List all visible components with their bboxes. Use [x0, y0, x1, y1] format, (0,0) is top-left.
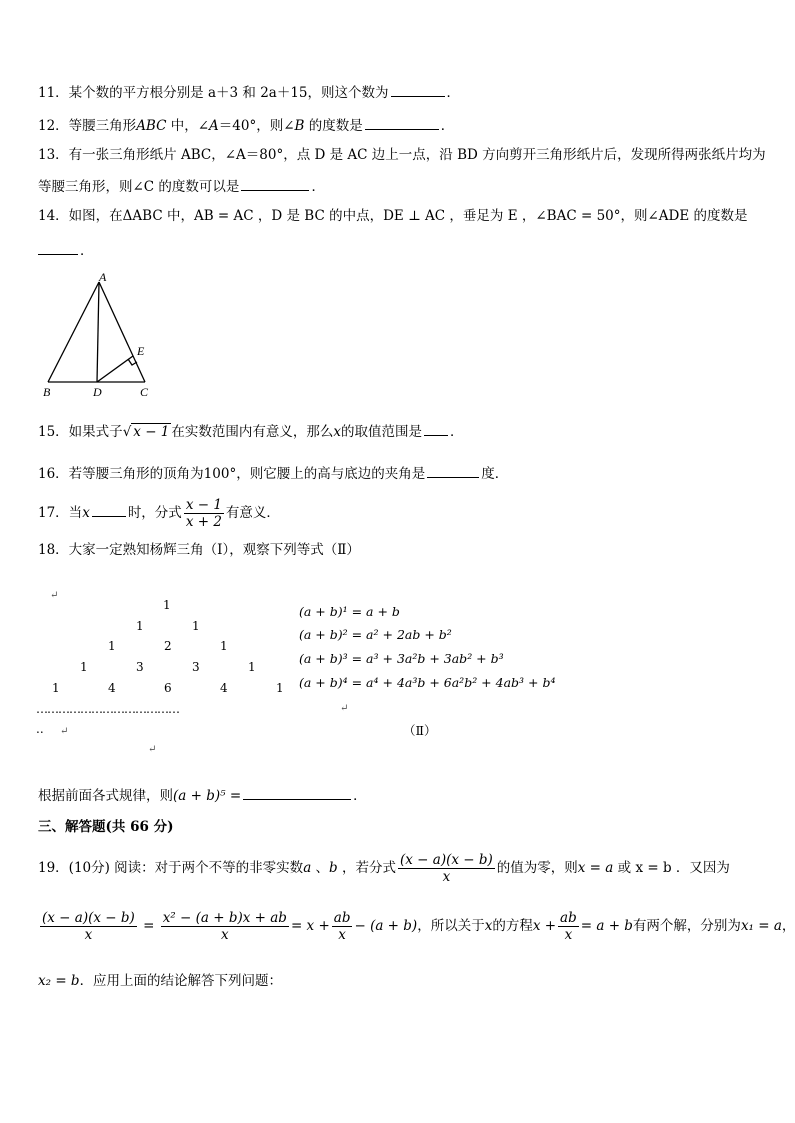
question-15: 15．如果式子√ x − 1 在实数范围内有意义，那么x的取值范围是 ． [38, 421, 464, 441]
segment-ab [48, 282, 99, 382]
triangle-number: 1 [52, 681, 60, 695]
question-19-line-3: x₂ = b．应用上面的结论解答下列问题： [38, 973, 283, 989]
triangle-number: 3 [192, 660, 200, 674]
triangle-number: 1 [248, 660, 256, 674]
fraction: $\frac{x - 1}{x + 2}$ [185, 497, 222, 530]
label-a: A [99, 270, 107, 284]
answer-blank[interactable] [92, 502, 126, 517]
question-19-line-1: 19．(10分) 阅读：对于两个不等的非零实数a 、b ，若分式 $\frac{(x - a)(x - b)}{x}$ 的值为零，则x = a 或 x = b ．又因为 [38, 852, 730, 885]
question-11: 11．某个数的平方根分别是 a＋3 和 2a＋15，则这个数为 ． [38, 82, 460, 102]
answer-blank[interactable] [424, 421, 448, 436]
question-18: 18．大家一定熟知杨辉三角（Ⅰ），观察下列等式（Ⅱ） [38, 542, 360, 558]
triangle-number: 1 [80, 660, 88, 674]
triangle-number: 6 [164, 681, 172, 695]
label-b: B [43, 385, 51, 399]
section-title: 三、解答题(共 66 分) [38, 819, 174, 835]
identity-3: (a + b)³ = a³ + 3a²b + 3ab² + b³ [299, 651, 504, 666]
question-13-line-1: 13．有一张三角形纸片 ABC，∠A＝80°，点 D 是 AC 边上一点，沿 BD 方向剪开三角形纸片后，发现所得两张纸片均为 [38, 147, 766, 163]
triangle-number: 1 [220, 639, 228, 653]
triangle-number: 1 [136, 619, 144, 633]
answer-blank[interactable] [243, 785, 351, 800]
identity-4: (a + b)⁴ = a⁴ + 4a³b + 6a²b² + 4ab³ + b⁴ [299, 675, 556, 690]
fraction: $\frac{\text{x² − (a + b)x + ab}}{x}$ [162, 910, 287, 943]
segment-ad [97, 282, 99, 382]
segment-ac [99, 282, 145, 382]
label-e: E [137, 344, 145, 358]
answer-blank[interactable] [365, 115, 439, 130]
answer-blank[interactable] [38, 240, 78, 255]
question-14-line-1: 14．如图，在ΔABC 中，AB = AC ，D 是 BC 的中点，DE ⊥ AC ，垂足为 E ，∠BAC = 50°，则∠ADE 的度数是 [38, 208, 748, 224]
triangle-number: 1 [192, 619, 200, 633]
answer-blank[interactable] [427, 463, 479, 478]
fraction: $\frac{ab}{x}$ [560, 910, 577, 943]
question-18-answer: 根据前面各式规律，则(a + b)⁵ = ． [38, 785, 367, 805]
triangle-number: 1 [108, 639, 116, 653]
sqrt-expression: √ x − 1 [122, 424, 170, 440]
label-ii: （Ⅱ） [403, 723, 437, 738]
triangle-figure [36, 272, 166, 402]
label-d: D [93, 385, 102, 399]
question-16: 16．若等腰三角形的顶角为100°，则它腰上的高与底边的夹角是 度． [38, 463, 508, 483]
triangle-number: 2 [164, 639, 172, 653]
question-17: 17．当x 时，分式 $\frac{x - 1}{x + 2}$ 有意义． [38, 497, 280, 530]
question-19-line-2: $\frac{(x - a)(x - b)}{x}$ = $\frac{\text{x² − (a + b)x + ab}}{x}$ = x + $\frac{ab}{x}$ − (a + b)，所以关于x的方程x + $\frac{ab}{x}$ = a + b有两个解，分别为x₁ = a， [42, 910, 795, 943]
question-14-line-2: ． [38, 240, 94, 260]
fraction: $\frac{ab}{x}$ [333, 910, 351, 943]
triangle-number: 4 [108, 681, 116, 695]
identity-1: (a + b)¹ = a + b [299, 604, 400, 619]
triangle-number: 4 [220, 681, 228, 695]
fraction: $\frac{(x - a)(x - b)}{x}$ [400, 852, 493, 885]
triangle-number: 3 [136, 660, 144, 674]
triangle-number: 1 [276, 681, 284, 695]
fraction: $\frac{(x - a)(x - b)}{x}$ [42, 910, 135, 943]
segment-de [97, 356, 133, 382]
triangle-number: 1 [163, 598, 171, 612]
identity-2: (a + b)² = a² + 2ab + b² [299, 627, 452, 642]
triangle-dots: ………………………………… [36, 702, 179, 716]
answer-blank[interactable] [241, 176, 309, 191]
triangle-dots-2: .. [36, 722, 44, 736]
label-c: C [140, 385, 149, 399]
answer-blank[interactable] [391, 82, 445, 97]
question-13-line-2: 等腰三角形，则∠C 的度数可以是 ． [38, 176, 325, 196]
question-12: 12．等腰三角形ABC 中，∠A＝40°，则∠B 的度数是 ． [38, 115, 454, 135]
